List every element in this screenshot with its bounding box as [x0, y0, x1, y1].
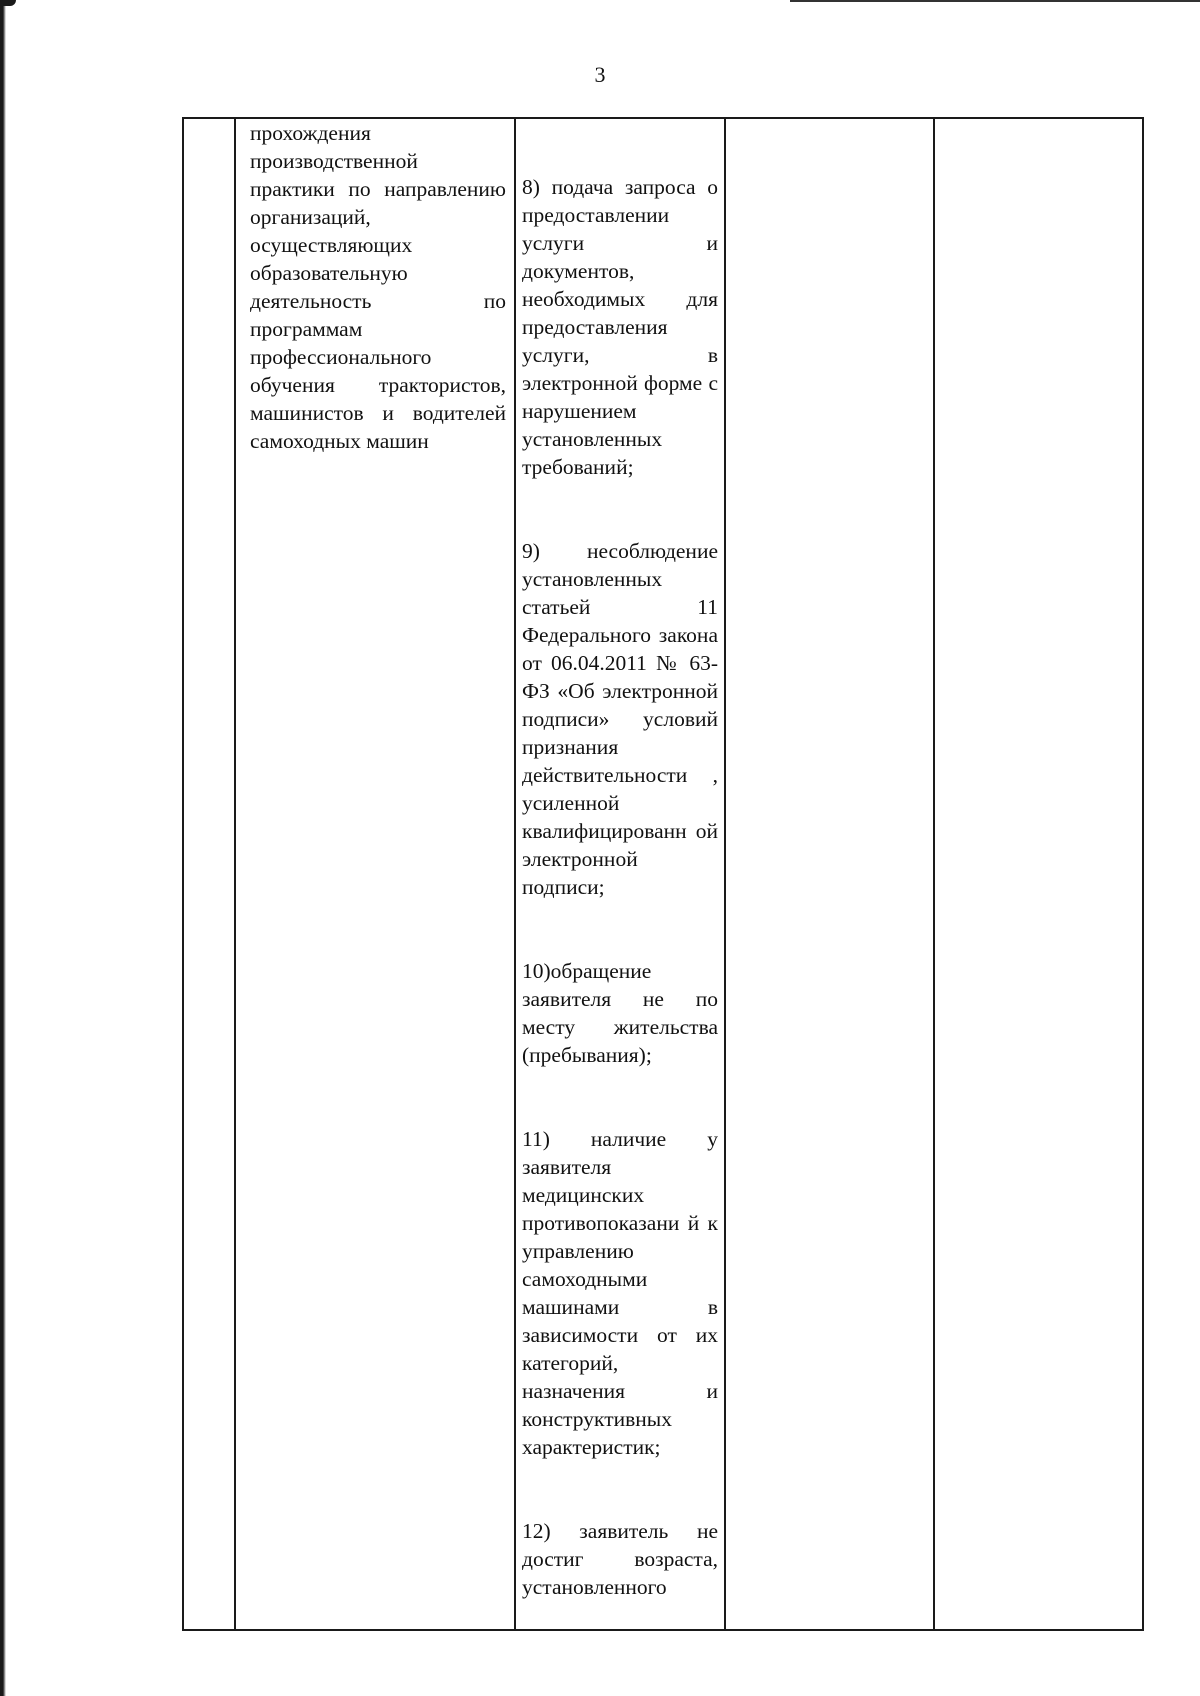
page-number: 3	[594, 62, 606, 87]
scan-top-right-line	[790, 0, 1200, 2]
scan-top-left-corner	[0, 0, 16, 6]
refusal-grounds-list	[516, 119, 724, 1629]
list-item: 9) несоблюдение установленных статьей 11 Федерального закона от 06.04.2011 № 63-ФЗ «Об электронной подписи» условий признания действительности , усиленной квалифицированн ой электронной подписи;	[522, 539, 718, 899]
list-item: 8) подача запроса о предоставлении услуги и документов, необходимых для предоставления услуги, в электронной форме с нарушением установленных требований;	[522, 175, 718, 479]
table-cell-description	[235, 118, 515, 1630]
table-cell-empty-4	[934, 118, 1143, 1630]
list-item: 12) заявитель не достиг возраста, установленного	[522, 1519, 718, 1599]
list-item: 11) наличие у заявителя медицинских противопоказани й к управлению самоходными машинами в зависимости от их категорий, назначения и конструктивных характеристик;	[522, 1127, 718, 1459]
description-text: прохождения производственной практики по направлению организаций, осуществляющих образовательную деятельность по программам профессионального обучения трактористов, машинистов и водителей самоходных машин	[250, 121, 506, 453]
table-cell-index	[183, 118, 235, 1630]
list-item: 10)обращение заявителя не по месту жительства (пребывания);	[522, 959, 718, 1067]
document-table	[182, 117, 1144, 1631]
scan-left-edge	[0, 0, 6, 1696]
table-row	[183, 118, 1143, 1630]
table-cell-empty-3	[725, 118, 934, 1630]
table-cell-refusal-grounds	[515, 118, 725, 1630]
